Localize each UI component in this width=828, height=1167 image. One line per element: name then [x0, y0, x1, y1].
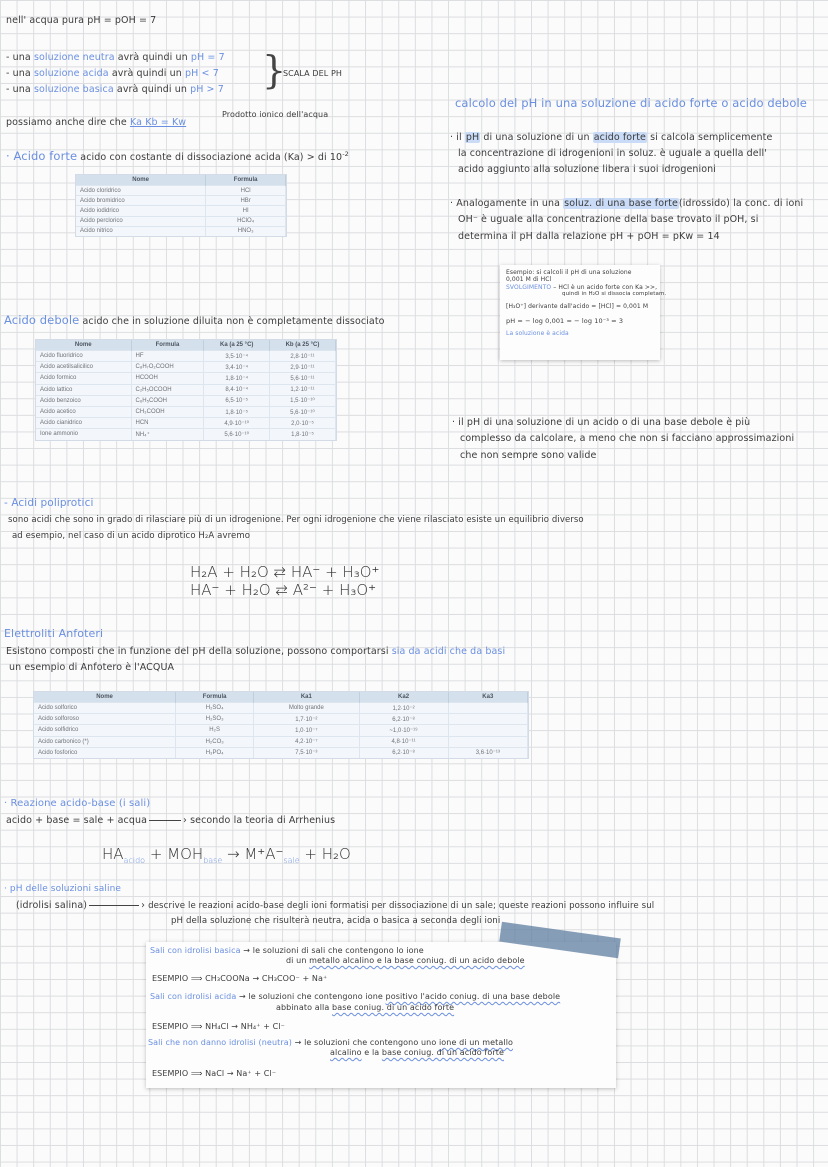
- table-row: Acido fluoridrico HF 3,5·10⁻⁴ 2,8·10⁻¹¹: [36, 351, 336, 362]
- acid-solution-bullet: - una soluzione acida avrà quindi un pH < 7: [6, 68, 219, 79]
- neutral-hydrolysis-row: Sali che non danno idrolisi (neutra) → le soluzioni che contengono uno ione di un metallo: [148, 1038, 514, 1047]
- polyprotic-acids-table: Nome Formula Ka1 Ka2 Ka3 Acido solforico H₂SO₄ Molto grande 1,2·10⁻² Acido solforoso H₂SO₃ 1,7·10⁻² 6,2·10⁻⁸ Acido solfidrico H₂S 1,0·10⁻⁷ ~1,0·10⁻¹⁹ Acido carbonico (*) H₂CO₃ 4,2·10⁻⁷ 4,8·10⁻¹¹ Acido fosforico H₃PO₄ 7,5·10⁻³ 6,2·10⁻⁸ 3,6·10⁻¹³: [34, 692, 528, 758]
- table-row: Ione ammonio NH₄⁺ 5,6·10⁻¹⁰ 1,8·10⁻⁵: [36, 429, 336, 440]
- arrhenius-equation: $HA_{acido} + MOH_{base} \to M^+A^-_{sale} + H_2O$: [102, 845, 351, 865]
- polyprotic-line2: ad esempio, nel caso di un acido diprotico H₂A avremo: [12, 531, 251, 541]
- strong-acids-table: [76, 175, 286, 236]
- table-row: Acido iodidrico HI: [76, 206, 286, 216]
- acid-hydrolysis-row2: abbinato alla base coniug. di un acido forte: [276, 1003, 455, 1012]
- salt-hydrolysis-card: [146, 942, 616, 1088]
- example-line: quindi in H₂O si dissocia completam.: [562, 291, 667, 297]
- acid-base-title: · Reazione acido-base (i sali): [4, 798, 151, 809]
- amphoteric-line1: Esistono composti che in funzione del pH della soluzione, possono comportarsi sia da acidi che da basi: [6, 646, 506, 657]
- salt-hydrolysis-line: (idrolisi salina) › descrive le reazioni acido-base degli ioni formatisi per dissociazione di un sale; queste reazioni possono influire sul: [16, 900, 655, 911]
- strong-base-ph-line3: determina il pH dalla relazione pH + pOH = pKw = 14: [458, 231, 720, 242]
- table-row: Acido cloridrico HCl: [76, 186, 286, 196]
- weak-ph-line1: · il pH di una soluzione di un acido o di una base debole è più: [452, 417, 751, 428]
- salt-hydrolysis-desc2: pH della soluzione che risulterà neutra, acida o basica a seconda degli ioni: [171, 916, 501, 926]
- example-acid: ESEMPIO ⟹ NH₄Cl → NH₄⁺ + Cl⁻: [152, 1022, 285, 1031]
- example-solution: SVOLGIMENTO – HCl è un acido forte con Ka >>,: [506, 284, 658, 291]
- table-row: Acido formico HCOOH 1,8·10⁻⁴ 5,6·10⁻¹¹: [36, 373, 336, 384]
- table-row: Acido solfidrico H₂S 1,0·10⁻⁷ ~1,0·10⁻¹⁹: [34, 725, 528, 736]
- table-row: Acido nitrico HNO₃: [76, 226, 286, 236]
- ph-scale-label: SCALA DEL PH: [283, 69, 343, 78]
- strong-acid-ph-line2: la concentrazione di idrogenioni in soluz. è uguale a quella dell': [458, 148, 767, 159]
- neutral-hydrolysis-row2: alcalino e la base coniug. di un acido forte: [330, 1048, 504, 1057]
- col-header: Formula: [206, 175, 286, 186]
- table-row: Acido perclorico HClO₄: [76, 216, 286, 226]
- polyprotic-title: - Acidi poliprotici: [4, 497, 94, 509]
- table-row: Acido lattico C₂H₅OCOOH 8,4·10⁻⁴ 1,2·10⁻¹¹: [36, 384, 336, 395]
- water-ph-statement: nell' acqua pura pH = pOH = 7: [6, 15, 157, 26]
- kw-statement: possiamo anche dire che Ka Kb = Kw: [6, 117, 187, 128]
- table-row: Acido acetico CH₃COOH 1,8·10⁻⁵ 5,6·10⁻¹⁰: [36, 406, 336, 417]
- table-row: Acido cianidrico HCN 4,9·10⁻¹⁰ 2,0·10⁻⁵: [36, 418, 336, 429]
- table-row: Acido carbonico (*) H₂CO₃ 4,2·10⁻⁷ 4,8·10⁻¹¹: [34, 736, 528, 747]
- equilibrium-equation-1: H₂A + H₂O ⇄ HA⁻ + H₃O⁺: [190, 563, 380, 581]
- amphoteric-title: Elettroliti Anfoteri: [4, 627, 104, 640]
- basic-hydrolysis-row: Sali con idrolisi basica → le soluzioni di sali che contengono lo ione: [150, 946, 424, 955]
- amphoteric-line2: un esempio di Anfotero è l'ACQUA: [9, 662, 175, 673]
- table-row: Acido bromidrico HBr: [76, 196, 286, 206]
- example-card: [500, 265, 667, 360]
- acid-hydrolysis-row: Sali con idrolisi acida → le soluzioni che contengono ione positivo l'acido coniug. di una base debole: [150, 992, 561, 1001]
- strong-acid-ph-paragraph: · il pH di una soluzione di un acido forte si calcola semplicemente: [450, 132, 773, 143]
- example-line: pH = − log 0,001 = − log 10⁻³ = 3: [506, 317, 624, 325]
- equilibrium-equation-2: HA⁻ + H₂O ⇄ A²⁻ + H₃O⁺: [190, 581, 377, 599]
- acid-base-line: acido + base = sale + acqua › secondo la teoria di Arrhenius: [6, 815, 336, 826]
- col-header: Nome: [76, 175, 206, 186]
- table-row: Acido benzoico C₆H₅COOH 6,5·10⁻⁵ 1,5·10⁻¹⁰: [36, 395, 336, 406]
- table-row: Acido acetilsalicilico C₈H₇O₂COOH 3,4·10⁻⁴ 2,9·10⁻¹¹: [36, 362, 336, 373]
- table-row: Acido solforoso H₂SO₃ 1,7·10⁻² 6,2·10⁻⁸: [34, 714, 528, 725]
- weak-ph-line3: che non sempre sono valide: [460, 450, 597, 461]
- weak-acids-table: Nome Formula Ka (a 25 °C) Kb (a 25 °C) Acido fluoridrico HF 3,5·10⁻⁴ 2,8·10⁻¹¹ Acido acetilsalicilico C₈H₇O₂COOH 3,4·10⁻⁴ 2,9·10⁻¹¹ Acido formico HCOOH 1,8·10⁻⁴ 5,6·10⁻¹¹ Acido lattico C₂H₅OCOOH 8,4·10⁻⁴ 1,2·10⁻¹¹ Acido benzoico C₆H₅COOH 6,5·10⁻⁵ 1,5·10⁻¹⁰ Acido acetico CH₃COOH 1,8·10⁻⁵ 5,6·10⁻¹⁰ Acido cianidrico HCN 4,9·10⁻¹⁰ 2,0·10⁻⁵ Ione ammonio NH₄⁺ 5,6·10⁻¹⁰ 1,8·10⁻⁵: [36, 340, 336, 440]
- example-conclusion: La soluzione è acida: [506, 330, 569, 337]
- strong-base-ph-paragraph: · Analogamente in una soluz. di una base forte(idrossido) la conc. di ioni: [450, 198, 804, 209]
- example-line: [H₃O⁺] derivante dall'acido = [HCl] = 0,001 M: [506, 303, 649, 310]
- weak-ph-line2: complesso da calcolare, a meno che non si facciano approssimazioni: [460, 433, 795, 444]
- strong-acid-definition: · Acido forte acido con costante di dissociazione acida (Ka) > di $10^{-2}$: [6, 149, 349, 163]
- table-row: Acido fosforico H₃PO₄ 7,5·10⁻³ 6,2·10⁻⁸ 3,6·10⁻¹³: [34, 747, 528, 758]
- salt-ph-title: · pH delle soluzioni saline: [4, 884, 122, 894]
- example-neutral: ESEMPIO ⟹ NaCl → Na⁺ + Cl⁻: [152, 1069, 277, 1078]
- neutral-solution-bullet: - una soluzione neutra avrà quindi un pH = 7: [6, 52, 225, 63]
- kw-note: Prodotto ionico dell'acqua: [222, 110, 329, 119]
- example-line: Esempio: si calcoli il pH di una soluzione: [506, 269, 632, 276]
- weak-acid-definition: Acido debole acido che in soluzione diluita non è completamente dissociato: [4, 313, 385, 327]
- basic-solution-bullet: - una soluzione basica avrà quindi un pH > 7: [6, 84, 224, 95]
- strong-acid-ph-line3: acido aggiunto alla soluzione libera i suoi idrogenioni: [458, 164, 717, 175]
- basic-hydrolysis-row2: di un metallo alcalino e la base coniug. di un acido debole: [286, 956, 525, 965]
- strong-base-ph-line2: OH⁻ è uguale alla concentrazione della base trovato il pOH, si: [458, 214, 759, 225]
- example-line: 0,001 M di HCl: [506, 276, 552, 283]
- curly-brace-icon: }: [262, 48, 287, 92]
- ph-calc-title: calcolo del pH in una soluzione di acido forte o acido debole: [455, 96, 807, 110]
- example-basic: ESEMPIO ⟹ CH₃COONa → CH₃COO⁻ + Na⁺: [152, 974, 328, 983]
- polyprotic-line1: sono acidi che sono in grado di rilasciare più di un idrogenione. Per ogni idrogenione che viene rilasciato esiste un equilibrio diverso: [8, 515, 584, 525]
- table-row: Acido solforico H₂SO₄ Molto grande 1,2·10⁻²: [34, 703, 528, 714]
